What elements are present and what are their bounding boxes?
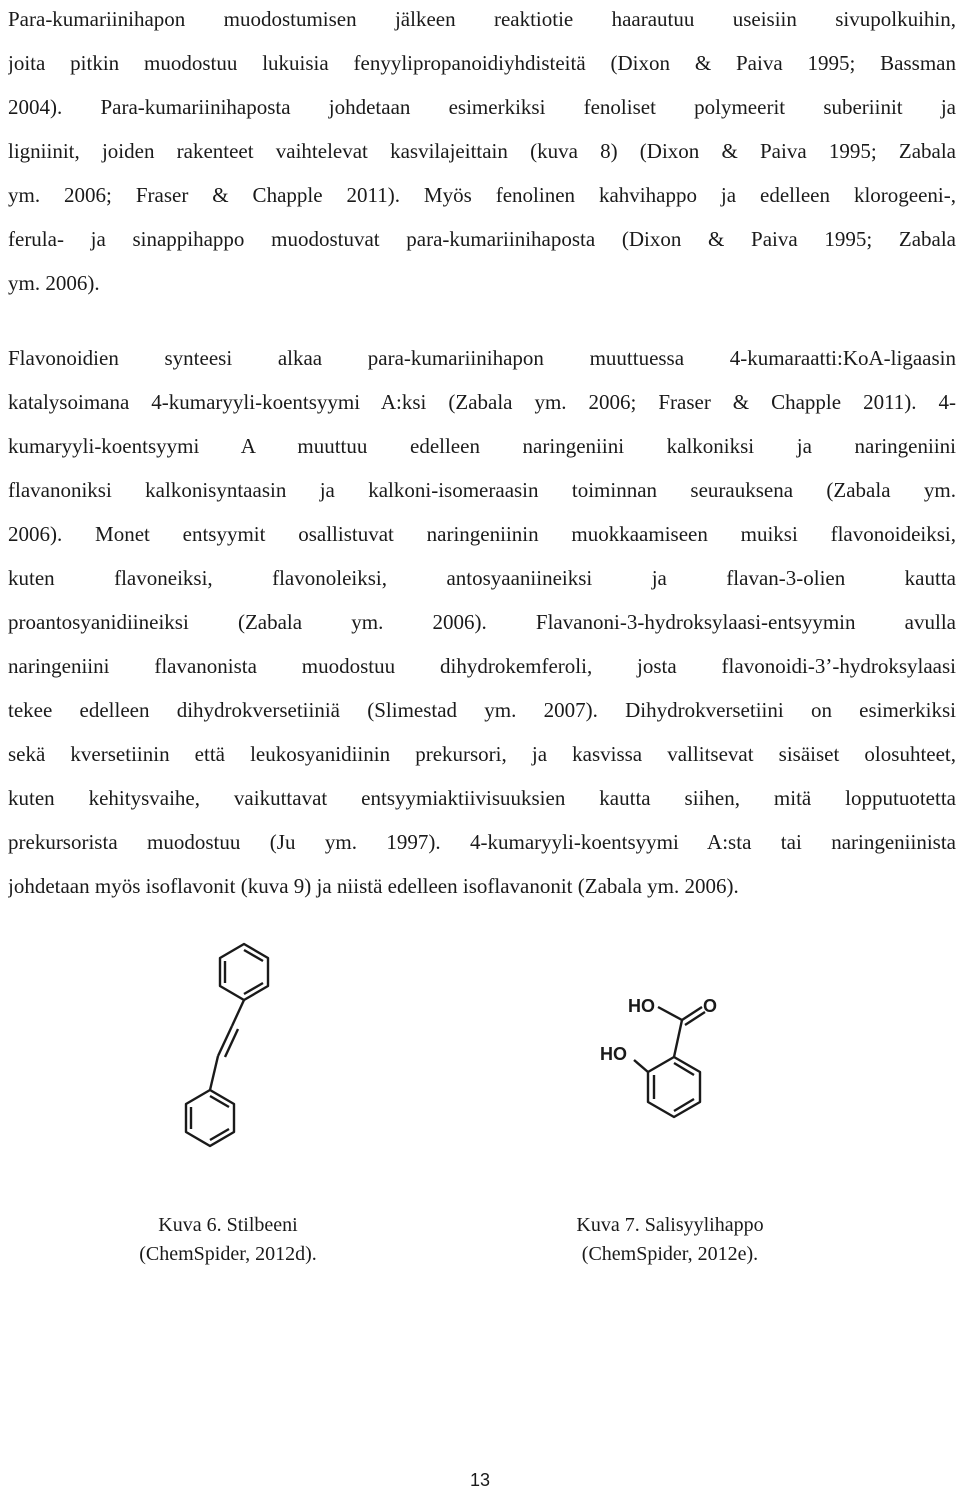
text-line: sekä kversetiinin että leukosyanidiinin prekursori, ja kasvissa vallitsevat sisäiset olosuhteet, [8, 742, 956, 766]
text-line: joita pitkin muodostuu lukuisia fenyylipropanoidiyhdisteitä (Dixon & Paiva 1995; Bassman [8, 51, 956, 75]
caption-title: Kuva 6. Stilbeeni [158, 1214, 298, 1236]
text-line: naringeniini flavanonista muodostuu dihydrokemferoli, josta flavonoidi-3’-hydroksylaasi [8, 654, 956, 678]
salicylic-acid-structure [590, 985, 730, 1145]
bond [634, 1060, 648, 1072]
bond [232, 1000, 244, 1026]
bond [218, 1026, 232, 1056]
text-line: kuten flavoneiksi, flavonoleiksi, antosyaaniineiksi ja flavan-3-olien kautta [8, 566, 956, 590]
atom-label-ho: HO [600, 1044, 627, 1064]
figure-caption-stilbene [108, 1211, 348, 1269]
bond [658, 1007, 682, 1020]
text-line: johdetaan myös isoflavonit (kuva 9) ja niistä edelleen isoflavanonit (Zabala ym. 2006). [8, 874, 739, 898]
atom-label-ho: HO [628, 996, 655, 1016]
bond [210, 1056, 218, 1090]
text-line: proantosyanidiineiksi (Zabala ym. 2006). Flavanoni-3-hydroksylaasi-entsyymin avulla [8, 610, 956, 634]
caption-source: (ChemSpider, 2012e). [581, 1243, 759, 1265]
benzene-ring [648, 1057, 700, 1117]
text-line: katalysoimana 4-kumaryyli-koentsyymi A:ksi (Zabala ym. 2006; Fraser & Chapple 2011). 4- [8, 390, 956, 414]
caption-title: Kuva 7. Salisyylihappo [576, 1214, 764, 1236]
text-line: 2006). Monet entsyymit osallistuvat naringeniinin muokkaamiseen muiksi flavonoideiksi, [8, 522, 956, 546]
benzene-ring-bottom [186, 1090, 234, 1146]
page-number: 13 [469, 1470, 491, 1490]
text-line: 2004). Para-kumariinihaposta johdetaan esimerkiksi fenoliset polymeerit suberiinit ja [8, 95, 956, 119]
text-line: tekee edelleen dihydrokversetiiniä (Slimestad ym. 2007). Dihydrokversetiini on esimerkiksi [8, 698, 956, 722]
caption-source: (ChemSpider, 2012d). [139, 1243, 317, 1265]
text-line: ligniinit, joiden rakenteet vaihtelevat kasvilajeittain (kuva 8) (Dixon & Paiva 1995; Zabala [8, 139, 956, 163]
paragraph-phenylpropanoids [8, 0, 956, 305]
text-line: ferula- ja sinappihappo muodostuvat para-kumariinihaposta (Dixon & Paiva 1995; Zabala [8, 227, 956, 251]
figure-caption-salicylic-acid [540, 1211, 800, 1269]
paragraph-flavonoid-synthesis [8, 336, 956, 908]
atom-label-o: O [703, 996, 718, 1016]
text-line: flavanoniksi kalkonisyntaasin ja kalkoni-isomeraasin toiminnan seurauksena (Zabala ym. [8, 478, 956, 502]
text-line: ym. 2006; Fraser & Chapple 2011). Myös fenolinen kahvihappo ja edelleen klorogeeni-, [8, 183, 956, 207]
text-line: ym. 2006). [8, 271, 100, 295]
bond [674, 1020, 682, 1057]
text-line: Flavonoidien synteesi alkaa para-kumariinihapon muuttuessa 4-kumaraatti:KoA-ligaasin [8, 346, 956, 370]
text-line: prekursorista muodostuu (Ju ym. 1997). 4-kumaryyli-koentsyymi A:sta tai naringeniinista [8, 830, 956, 854]
bond [682, 1007, 702, 1020]
benzene-ring-top [220, 944, 268, 1000]
text-line: kuten kehitysvaihe, vaikuttavat entsyymiaktiivisuuksien kautta siihen, mitä lopputuotetta [8, 786, 956, 810]
text-line: kumaryyli-koentsyymi A muuttuu edelleen naringeniini kalkoniksi ja naringeniini [8, 434, 956, 458]
stilbene-structure [180, 940, 290, 1150]
text-line: Para-kumariinihapon muodostumisen jälkeen reaktiotie haarautuu useisiin sivupolkuihin, [8, 7, 956, 31]
